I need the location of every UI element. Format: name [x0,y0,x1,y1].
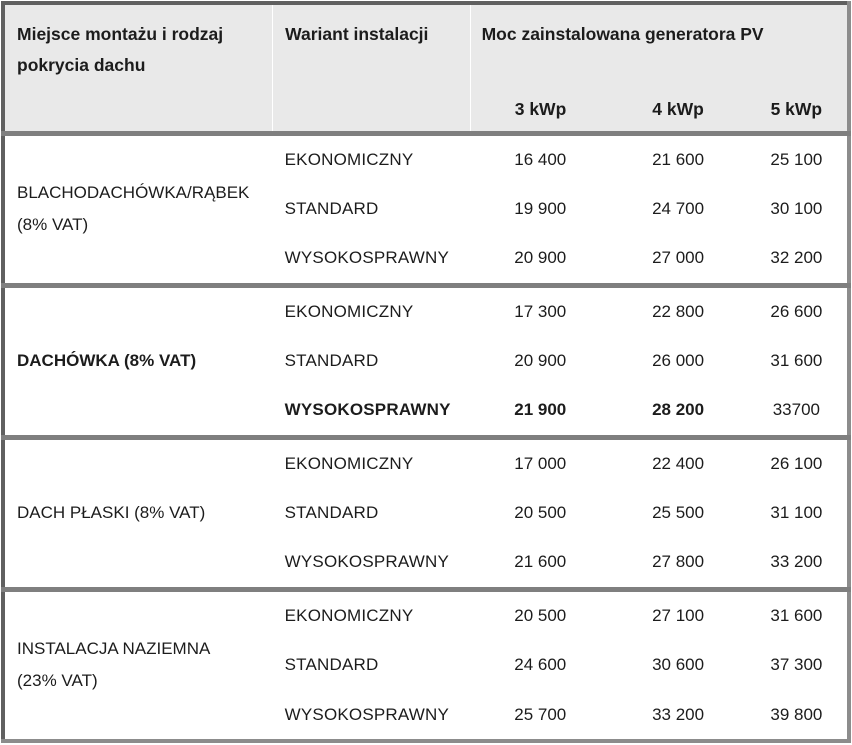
price-cell: 20 900 [514,350,567,370]
price-cell: 27 100 [652,605,705,625]
price-cell: 31 600 [770,605,823,625]
header-5kwp: 5 kWp [746,91,849,133]
roof-type-cell [3,285,273,437]
variant-cell: STANDARD [284,198,379,218]
price-cell: 20 900 [514,248,567,268]
table-header [3,3,849,133]
variant-cell: WYSOKOSPRAWNY [284,400,451,420]
price-cell: 32 200 [770,248,823,268]
price-cell: 33 200 [770,552,823,572]
table-row [3,133,849,184]
price-cell: 37 300 [770,654,823,674]
price-cell: 17 000 [514,453,567,473]
roof-type-line: (8% VAT) [17,215,89,234]
price-cell: 25 500 [652,502,705,522]
roof-type-line: INSTALACJA NAZIEMNA [17,639,211,659]
price-cell: 26 600 [770,301,823,321]
price-cell: 22 800 [652,301,705,321]
roof-type-cell [3,437,273,589]
roof-type-line: (23% VAT) [17,671,98,691]
header-4kwp: 4 kWp [610,91,745,133]
price-cell: 26 000 [652,350,705,370]
price-cell: 33 200 [652,704,705,724]
roof-group-instalacja-naziemna [3,589,849,741]
price-cell: 17 300 [514,301,567,321]
price-cell: 21 900 [514,400,567,420]
variant-cell: STANDARD [284,654,379,674]
price-cell: 31 100 [770,502,823,522]
table-row [3,285,849,336]
price-cell: 16 400 [514,149,567,169]
price-cell: 20 500 [514,502,567,522]
roof-type-line: DACHÓWKA (8% VAT) [17,351,197,370]
roof-group-blachodachowka [3,133,849,285]
table-row [3,437,849,488]
price-cell: 33700 [772,400,820,420]
price-cell: 25 700 [514,704,567,724]
roof-type-line: BLACHODACHÓWKA/RĄBEK [17,183,250,202]
variant-cell: WYSOKOSPRAWNY [284,552,450,572]
variant-cell: EKONOMICZNY [284,301,414,321]
price-cell: 27 000 [652,248,705,268]
price-cell: 24 700 [652,198,705,218]
price-cell: 27 800 [652,552,705,572]
roof-group-dachowka [3,285,849,437]
variant-cell: WYSOKOSPRAWNY [284,704,450,724]
table-row [3,589,849,640]
roof-type-cell [3,589,273,741]
price-cell: 30 100 [770,198,823,218]
variant-cell: EKONOMICZNY [284,453,414,473]
price-cell: 30 600 [652,654,705,674]
variant-cell: WYSOKOSPRAWNY [284,248,450,268]
header-roof-column: Miejsce montażu i rodzaj pokrycia dachu [3,3,273,133]
price-cell: 28 200 [652,400,705,420]
header-variant-column: Wariant instalacji [273,3,470,133]
price-cell: 24 600 [514,654,567,674]
price-cell: 25 100 [770,149,823,169]
variant-cell: EKONOMICZNY [284,605,414,625]
price-cell: 22 400 [652,453,705,473]
price-cell: 31 600 [770,350,823,370]
price-cell: 20 500 [514,605,567,625]
variant-cell: EKONOMICZNY [284,149,414,169]
pricing-table [1,1,851,743]
variant-cell: STANDARD [284,350,379,370]
header-power-column: Moc zainstalowana generatora PV [470,3,849,91]
price-cell: 26 100 [770,453,823,473]
price-cell: 39 800 [770,704,823,724]
price-cell: 19 900 [514,198,567,218]
price-cell: 21 600 [652,149,705,169]
variant-cell: STANDARD [284,502,379,522]
roof-group-dach-plaski [3,437,849,589]
price-cell: 21 600 [514,552,567,572]
header-row-titles [3,3,849,91]
roof-type-line: DACH PŁASKI (8% VAT) [17,503,206,522]
roof-type-cell [3,133,273,285]
header-3kwp: 3 kWp [470,91,610,133]
